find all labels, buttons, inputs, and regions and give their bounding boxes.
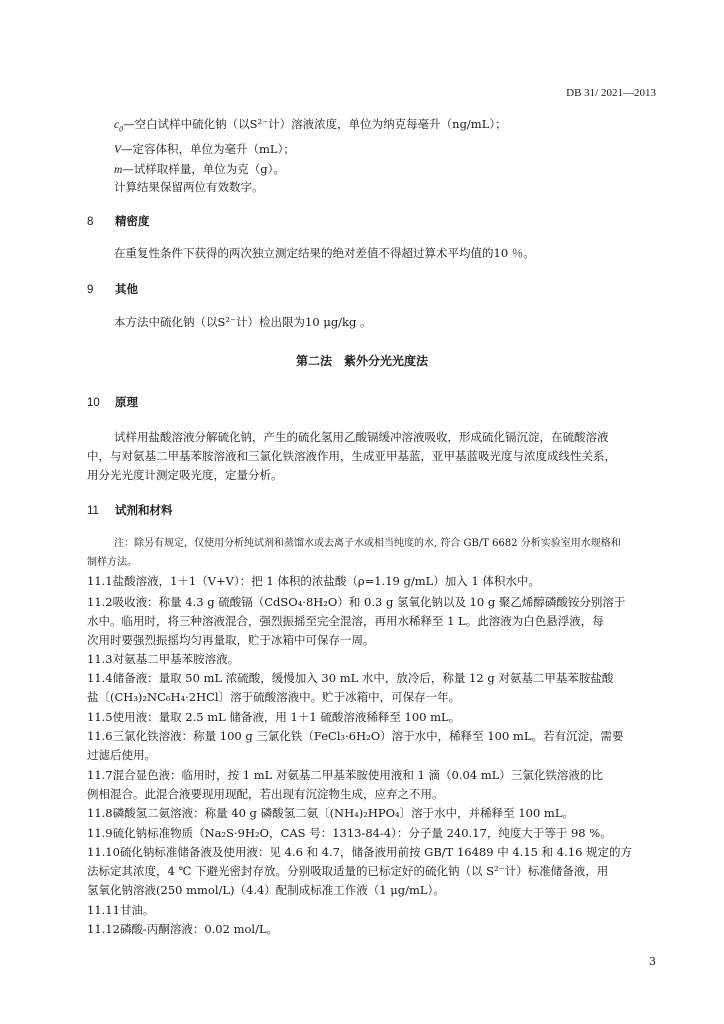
item-11-7-line-2: 例相混合。此混合液要现用现配，若出现有沉淀物生成，应弃之不用。: [87, 787, 444, 801]
section-11-note-line-2: 制样方法。: [87, 557, 137, 568]
item-11-1: 11.1盐酸溶液，1＋1（V+V）：把 1 体积的浓盐酸（ρ=1.19 g/mL）加入 1 体积水中。: [87, 574, 540, 588]
item-11-3: 11.3对氨基二甲基苯胺溶液。: [87, 652, 240, 666]
item-11-12: 11.12磷酸-丙酮溶液：0.02 mol/L。: [87, 922, 279, 936]
definition-m: m—试样取样量，单位为克（g）。: [114, 162, 285, 176]
page-number: 3: [649, 955, 656, 968]
definition-v: V—定容体积，单位为毫升（mL）；: [114, 142, 295, 156]
section-11-note-line-1: 注：除另有规定，仅使用分析纯试剂和蒸馏水或去离子水或相当纯度的水, 符合 GB/T 6682 分析实验室用水规格和: [114, 538, 621, 549]
section-11-heading: 11 试剂和材料: [87, 503, 173, 517]
section-9-heading: 9 其他: [87, 282, 138, 296]
item-11-6: 11.6三氯化铁溶液：称量 100 g 三氯化铁（FeCl₃·6H₂O）溶于水中，稀释至 100 mL。若有沉淀，需要: [87, 729, 624, 743]
item-11-4: 11.4储备液：量取 50 mL 浓硫酸，缓慢加入 30 mL 水中，放冷后，称量 12 g 对氨基二甲基苯胺盐酸: [87, 671, 614, 685]
item-11-10-line-3: 氢氧化钠溶液(250 mmol/L)（4.4）配制成标准工作液（1 μg/mL）。: [87, 883, 445, 897]
item-11-5: 11.5使用液：量取 2.5 mL 储备液，用 1＋1 硫酸溶液稀释至 100 mL。: [87, 710, 461, 724]
section-8-body: 在重复性条件下获得的两次独立测定结果的绝对差值不得超过算术平均值的10 ％。: [114, 246, 535, 260]
section-10-line-1: 试样用盐酸溶液分解硫化钠，产生的硫化氢用乙酸镉缓冲溶液吸收，形成硫化镉沉淀，在硫酸溶液: [114, 430, 609, 444]
item-11-10-line-2: 法标定其浓度，4 ℃ 下避光密封存放。分别吸取适量的已标定好的硫化钠（以 S²⁻计）标准储备液，用: [87, 864, 609, 878]
item-11-10: 11.10硫化钠标准储备液及使用液：见 4.6 和 4.7，储备液用前按 GB/T 16489 中 4.15 和 4.16 规定的方: [87, 845, 633, 859]
item-11-8: 11.8磷酸氢二氨溶液：称量 40 g 磷酸氢二氨〔(NH₄)₂HPO₄〕溶于水中，并稀释至 100 mL。: [87, 806, 574, 820]
section-10-heading: 10 原理: [87, 395, 138, 409]
item-11-2-line-3: 次用时要强烈振摇均匀再量取，贮于冰箱中可保存一周。: [87, 633, 375, 647]
item-11-6-line-2: 过滤后使用。: [87, 748, 156, 762]
section-9-body: 本方法中硫化钠（以S²⁻计）检出限为10 μg/kg 。: [114, 315, 372, 329]
section-10-line-2: 中，与对氨基二甲基苯胺溶液和三氯化铁溶液作用，生成亚甲基蓝，亚甲基蓝吸光度与浓度成线性关系，: [87, 449, 616, 463]
definition-c0: $c_0—$空白试样中硫化钠（以S²⁻计）溶液浓度，单位为纳克每毫升（ng/mL）；: [114, 117, 507, 134]
section-8-heading: 8 精密度: [87, 214, 150, 228]
standard-number: DB 31/ 2021—2013: [566, 87, 656, 99]
item-11-9: 11.9硫化钠标准物质（Na₂S·9H₂O，CAS 号：1313-84-4）：分子量 240.17，纯度大于等于 98 %。: [87, 826, 612, 840]
item-11-2: 11.2吸收液：称量 4.3 g 硫酸镉（CdSO₄·8H₂O）和 0.3 g 氢氧化钠以及 10 g 聚乙烯醇磷酸铵分别溶于: [87, 595, 626, 609]
item-11-2-line-2: 水中。临用时，将三种溶液混合，强烈振摇至完全混溶，再用水稀释至 1 L。此溶液为白色悬浮液，每: [87, 614, 604, 628]
item-11-4-line-2: 盐〔(CH₃)₂NC₆H₄·2HCl〕溶于硫酸溶液中。贮于冰箱中，可保存一年。: [87, 690, 461, 704]
item-11-11: 11.11甘油。: [87, 903, 155, 917]
item-11-7: 11.7混合显色液：临用时，按 1 mL 对氨基二甲基苯胺使用液和 1 滴（0.04 mL）三氯化铁溶液的比: [87, 768, 603, 782]
section-10-line-3: 用分光光度计测定吸光度，定量分析。: [87, 468, 283, 482]
result-note: 计算结果保留两位有效数字。: [114, 180, 264, 194]
method-2-title: 第二法 紫外分光光度法: [295, 354, 428, 368]
